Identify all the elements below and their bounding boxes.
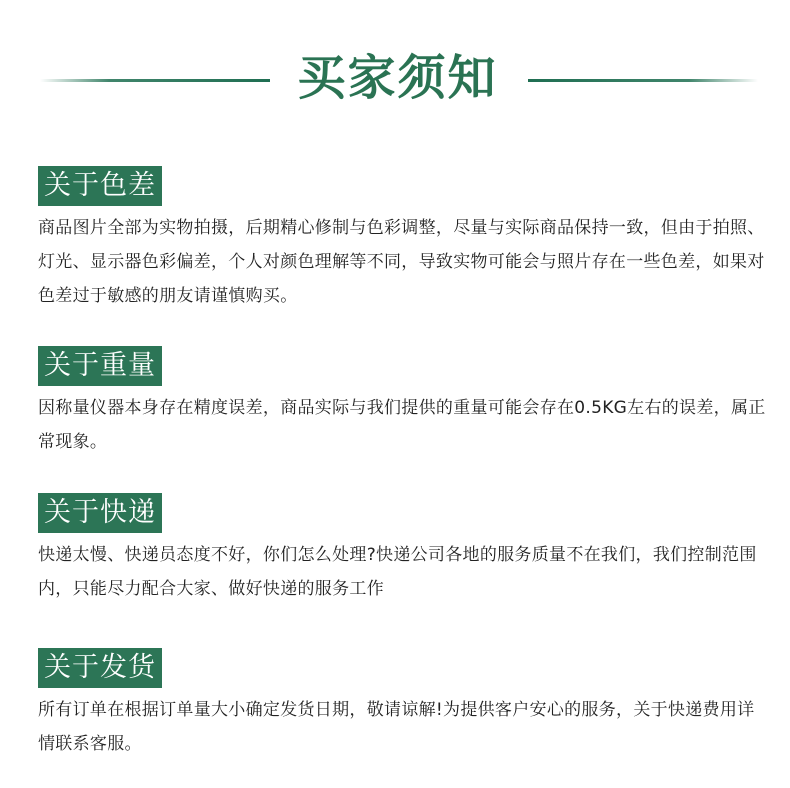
section-weight (38, 346, 768, 459)
section-heading-color-difference: 关于色差 (38, 166, 162, 206)
section-heading-delivery: 关于快递 (38, 493, 162, 533)
section-color-difference (38, 166, 768, 313)
header-divider-right (528, 79, 758, 82)
section-heading-shipping: 关于发货 (38, 648, 162, 688)
section-text-shipping: 所有订单在根据订单量大小确定发货日期，敬请谅解!为提供客户安心的服务，关于快递费用详情联系客服。 (38, 700, 755, 754)
section-heading-weight: 关于重量 (38, 346, 162, 386)
page-header (0, 40, 790, 116)
section-text-color-difference: 商品图片全部为实物拍摄，后期精心修制与色彩调整，尽量与实际商品保持一致，但由于拍照、灯光、显示器色彩偏差，个人对颜色理解等不同，导致实物可能会与照片存在一些色差，如果对色差过于敏感的朋友请谨慎购买。 (38, 218, 765, 306)
header-divider-left (40, 79, 270, 82)
section-shipping (38, 648, 768, 761)
page-title: 买家须知 (297, 50, 498, 106)
section-delivery (38, 493, 768, 606)
section-text-weight: 因称量仪器本身存在精度误差，商品实际与我们提供的重量可能会存在0.5KG左右的误差，属正常现象。 (38, 398, 766, 452)
section-text-delivery: 快递太慢、快递员态度不好，你们怎么处理?快递公司各地的服务质量不在我们，我们控制范围内，只能尽力配合大家、做好快递的服务工作 (38, 545, 757, 599)
